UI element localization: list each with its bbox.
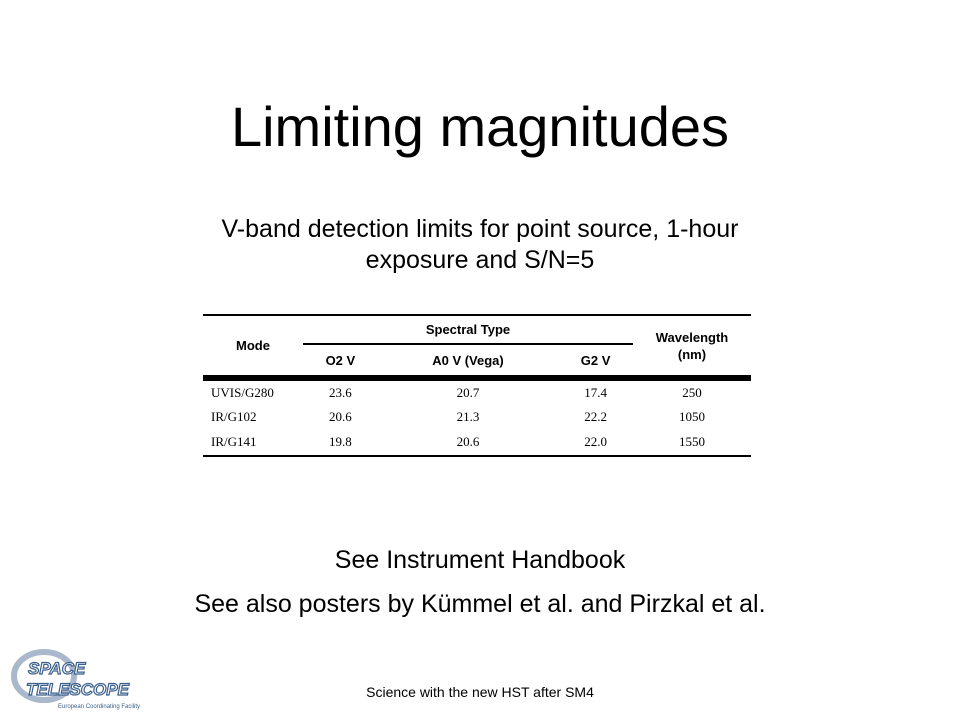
header-a0v: A0 V (Vega) [432,352,504,368]
cell-wavelength: 250 [682,385,702,400]
logo-subtext: European Coordinating Facility [58,704,141,710]
header-o2v: O2 V [325,352,356,368]
subtitle-line-2: exposure and S/N=5 [365,246,595,274]
limiting-magnitudes-table [203,314,751,494]
cell-g2v: 22.2 [584,409,607,424]
logo-graphic [8,646,156,714]
cell-g2v: 22.0 [558,429,633,456]
slide-subtitle [120,214,840,276]
slide-title: Limiting magnitudes [230,95,730,158]
header-wavelength-line2: (nm) [677,346,707,362]
table-row [203,405,751,429]
cell-mode: IR/G102 [211,409,257,424]
cell-a0v: 21.3 [456,409,480,424]
cell-mode: IR/G141 [203,429,303,456]
logo-word-telescope: TELESCOPE [26,680,129,699]
cell-a0v: 20.7 [456,385,480,400]
slide-footer: Science with the new HST after SM4 [366,684,594,700]
cell-o2v: 20.6 [329,409,352,424]
header-wavelength-line1: Wavelength [655,329,729,345]
header-spectral-type: Spectral Type [303,315,633,344]
posters-reference: See also posters by Kümmel et al. and Pirzkal et al. [194,590,766,618]
cell-g2v: 17.4 [584,385,607,400]
cell-o2v: 19.8 [303,429,378,456]
logo-word-space: SPACE [28,659,86,678]
header-g2v: G2 V [580,352,611,368]
cell-wavelength: 1550 [633,429,751,456]
subtitle-line-1: V-band detection limits for point source, 1-hour [221,215,739,243]
table-row [203,378,751,405]
table-row [203,429,751,456]
cell-mode: UVIS/G280 [211,385,274,400]
cell-wavelength: 1050 [679,409,705,424]
header-mode: Mode [236,338,270,353]
space-telescope-logo [8,646,156,714]
header-wavelength [633,315,751,378]
cell-a0v: 20.6 [378,429,558,456]
cell-o2v: 23.6 [329,385,352,400]
handbook-reference: See Instrument Handbook [334,546,626,574]
